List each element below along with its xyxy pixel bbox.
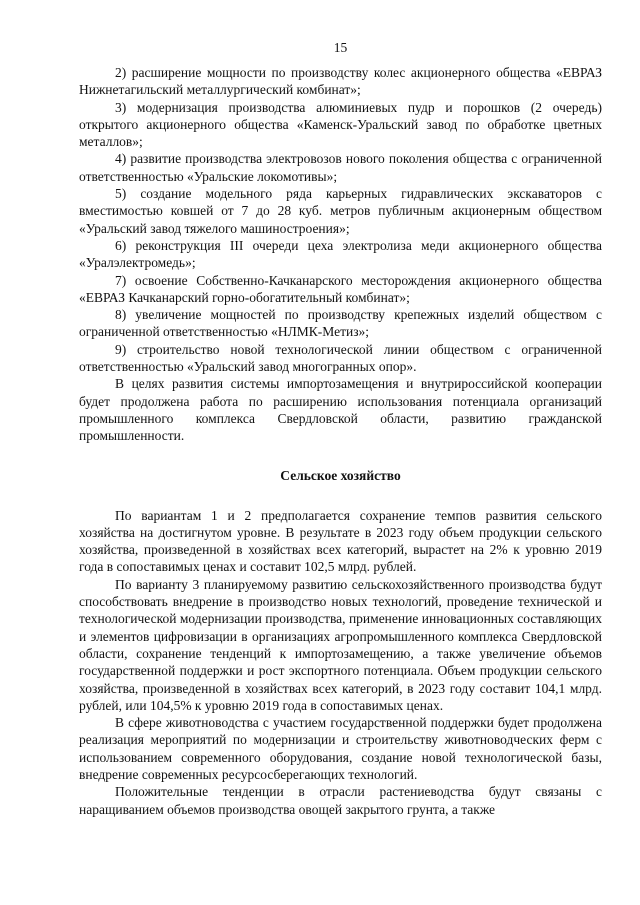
section-heading: Сельское хозяйство — [280, 467, 401, 483]
list-item: 9) строительство новой технологической линии обществом с ограниченной ответственностью «Уральский завод многогранных опор». — [79, 341, 602, 375]
list-item: 3) модернизация производства алюминиевых пудр и порошков (2 очередь) открытого акционерного общества «Каменск-Уральский завод по обработке цветных металлов»; — [79, 99, 602, 150]
list-item: 8) увеличение мощностей по производству крепежных изделий обществом с ограниченной ответственностью «НЛМК-Метиз»; — [79, 307, 602, 340]
body-paragraph: Положительные тенденции в отрасли растениеводства будут связаны с наращиванием объемов производства овощей закрытого грунта, а также — [79, 784, 602, 817]
measures-list — [79, 64, 602, 375]
list-item: 6) реконструкция III очереди цеха электролиза меди акционерного общества «Уралэлектромедь»; — [79, 237, 602, 271]
page-number: 15 — [333, 40, 348, 55]
body-paragraph: По вариантам 1 и 2 предполагается сохранение темпов развития сельского хозяйства на достигнутом уровне. В результате в 2023 году объем продукции сельского хозяйства, произведенной в хозяйствах всех категорий, вырастет на 2% к уровню 2019 года в сопоставимых ценах и составит 102,5 млрд. рублей. — [79, 507, 602, 575]
list-item: 7) освоение Собственно-Качканарского месторождения акционерного общества «ЕВРАЗ Качканарский горно-обогатительный комбинат»; — [79, 272, 602, 305]
list-item: 4) развитие производства электровозов нового поколения общества с ограниченной ответственностью «Уральские локомотивы»; — [79, 151, 602, 184]
body-paragraph: По варианту 3 планируемому развитию сельскохозяйственного производства будут способствовать внедрение в производство новых технологий, проведение технической и технологической модернизации производства, применение инновационных составляющих и элементов цифровизации в организациях агропромышленного комплекса Свердловской области, сохранение тенденций к импортозамещению, а также увеличение объемов государственной поддержки и рост экспортного потенциала. Объем продукции сельского хозяйства, произведенной в хозяйствах всех категорий, в 2023 году составит 104,1 млрд. рублей, или 104,5% к уровню 2019 года в сопоставимых ценах. — [79, 576, 602, 713]
import-substitution-paragraph: В целях развития системы импортозамещения и внутрироссийской кооперации будет продолжена работа по расширению использования потенциала организаций промышленного комплекса Свердловской области, развитию гражданской промышленности. — [79, 376, 602, 444]
body-paragraph: В сфере животноводства с участием государственной поддержки будет продолжена реализация мероприятий по модернизации и строительству животноводческих ферм с использованием современного оборудования, создание новой технологической базы, внедрение современных ресурсосберегающих технологий. — [79, 715, 602, 782]
section-body — [79, 507, 602, 818]
list-item: 2) расширение мощности по производству колес акционерного общества «ЕВРАЗ Нижнетагильский металлургический комбинат»; — [79, 65, 602, 98]
list-item: 5) создание модельного ряда карьерных гидравлических экскаваторов с вместимостью ковшей от 7 до 28 куб. метров публичным акционерным обществом «Уральский завод тяжелого машиностроения»; — [79, 186, 602, 236]
